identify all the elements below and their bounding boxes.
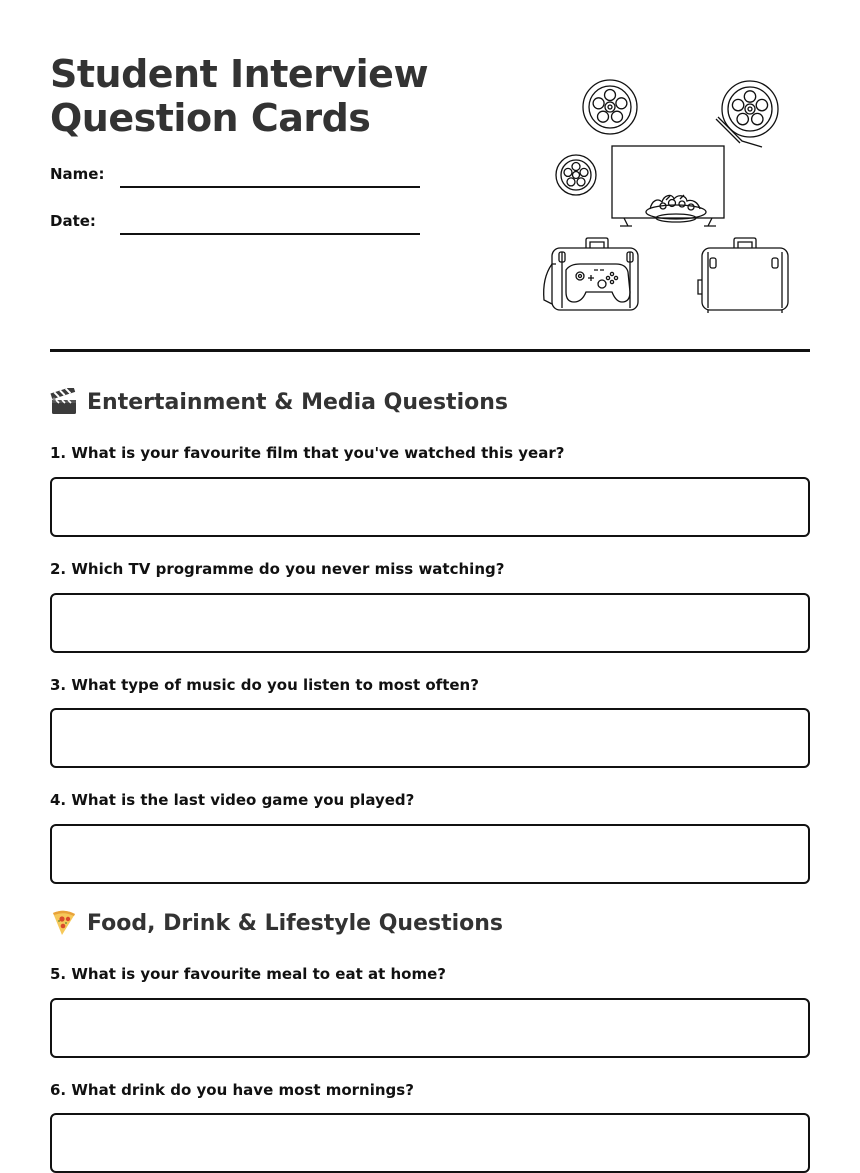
- date-label: Date:: [50, 212, 96, 230]
- question-3: 3. What type of music do you listen to most often?: [50, 676, 479, 694]
- answer-box-1[interactable]: [50, 477, 810, 537]
- section-heading-food: [50, 909, 503, 937]
- film-reel-icon: [716, 81, 778, 147]
- question-1: 1. What is your favourite film that you've watched this year?: [50, 444, 565, 462]
- title-line-1: Student Interview: [50, 52, 429, 96]
- date-field[interactable]: [120, 233, 420, 235]
- section-heading-entertainment: [50, 388, 508, 416]
- title-line-2: Question Cards: [50, 96, 371, 140]
- answer-box-6[interactable]: [50, 1113, 810, 1173]
- game-controller-icon: [566, 264, 630, 302]
- question-4: 4. What is the last video game you played?: [50, 791, 415, 809]
- header-divider: [50, 349, 810, 352]
- section-heading-text: Food, Drink & Lifestyle Questions: [87, 910, 504, 936]
- film-reel-icon: [556, 155, 596, 195]
- pizza-icon: [50, 909, 78, 937]
- answer-box-2[interactable]: [50, 593, 810, 653]
- answer-box-4[interactable]: [50, 824, 810, 884]
- question-6: 6. What drink do you have most mornings?: [50, 1081, 414, 1099]
- question-5: 5. What is your favourite meal to eat at home?: [50, 965, 446, 983]
- name-field[interactable]: [120, 186, 420, 188]
- question-2: 2. Which TV programme do you never miss watching?: [50, 560, 505, 578]
- answer-box-3[interactable]: [50, 708, 810, 768]
- suitcase-icon: [544, 238, 638, 310]
- suitcase-icon: [698, 238, 788, 313]
- media-illustration: [540, 78, 792, 316]
- page-title: [50, 52, 428, 140]
- name-label: Name:: [50, 165, 105, 183]
- answer-box-5[interactable]: [50, 998, 810, 1058]
- clapperboard-icon: [50, 388, 78, 416]
- section-heading-text: Entertainment & Media Questions: [87, 389, 508, 415]
- film-reel-icon: [583, 80, 637, 134]
